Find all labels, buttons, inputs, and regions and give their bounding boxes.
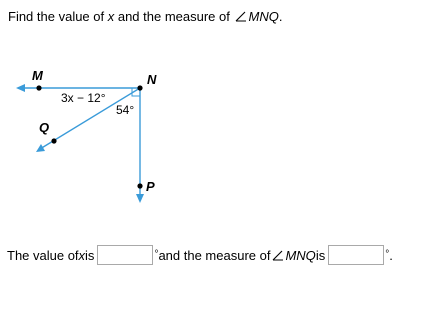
label-p: P (146, 179, 155, 194)
answer-angle-name: MNQ (285, 247, 316, 263)
answer-is-label: is (85, 247, 95, 263)
variable-x: x (107, 9, 115, 24)
answer-end: . (389, 247, 393, 263)
question-suffix: . (278, 9, 283, 24)
angle-name: MNQ (248, 9, 279, 24)
answer-middle: and the measure of (158, 247, 271, 263)
point-m-dot (36, 85, 41, 90)
degree-symbol: ° (154, 249, 159, 260)
answer-is-label-2: is (315, 247, 326, 263)
angle-qnp-label: 54° (116, 103, 135, 117)
question-middle: and the measure of (114, 9, 234, 24)
answer-prefix: The value of (7, 247, 79, 263)
label-n: N (147, 72, 157, 87)
point-p-dot (137, 183, 142, 188)
arrowhead-p (136, 194, 144, 203)
degree-symbol-2: ° (385, 249, 390, 260)
arrowhead-m (16, 84, 25, 92)
point-n-dot (137, 85, 142, 90)
angle-measure-input[interactable] (328, 245, 384, 265)
label-q: Q (39, 120, 50, 135)
question-prefix: Find the value of (8, 9, 108, 24)
angle-icon (272, 250, 284, 261)
label-m: M (32, 68, 43, 83)
answer-line (7, 245, 393, 265)
x-value-input[interactable] (97, 245, 153, 265)
angle-mnq-label: 3x − 12° (61, 91, 106, 105)
answer-variable-x: x (78, 247, 86, 263)
point-q-dot (51, 138, 56, 143)
arrowhead-q (36, 144, 45, 152)
